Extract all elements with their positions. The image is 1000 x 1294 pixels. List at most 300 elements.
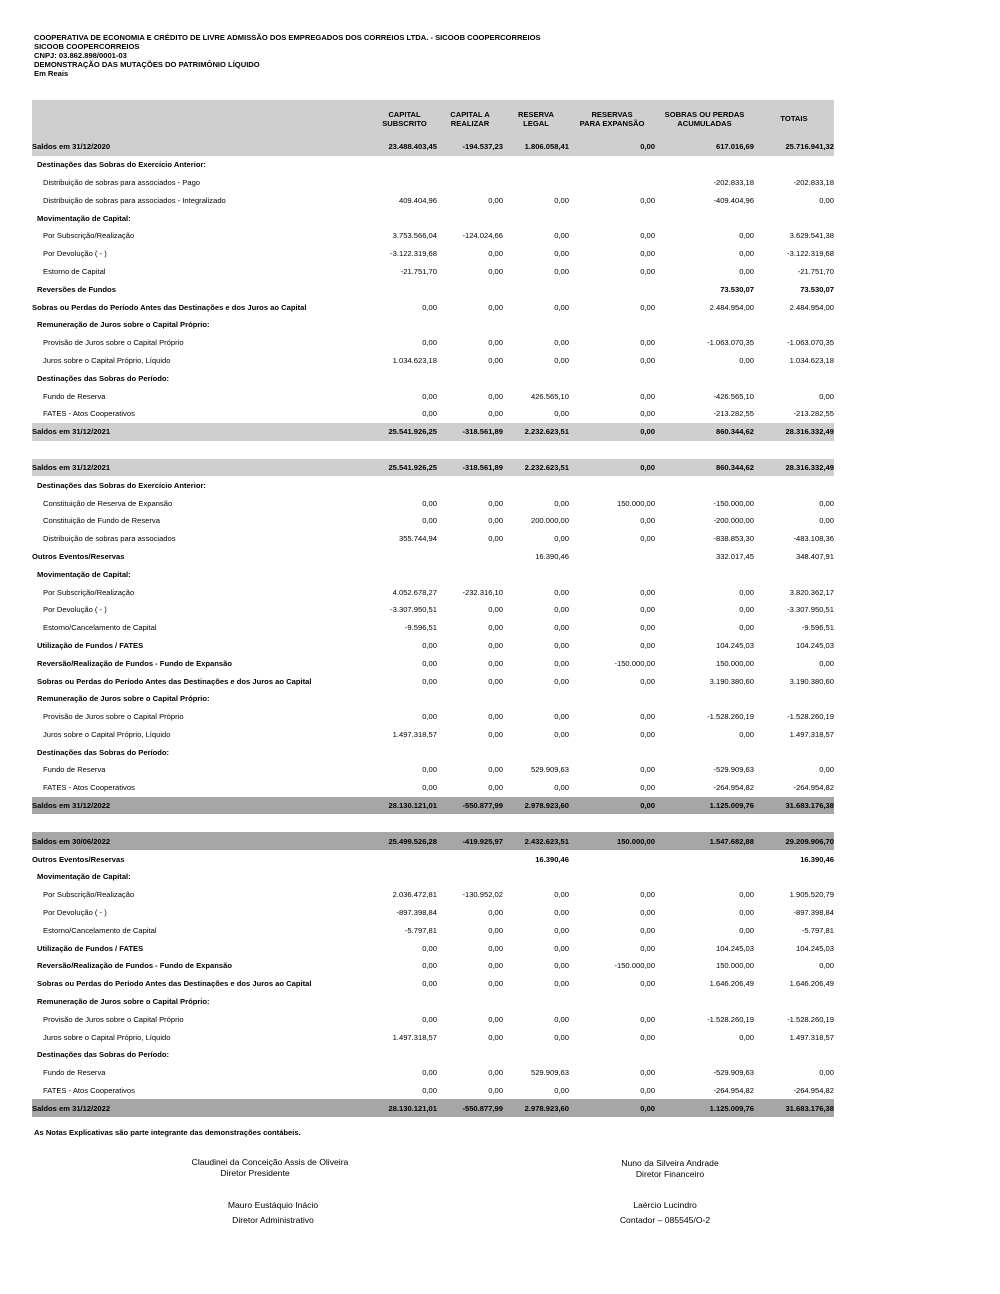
row-label: Por Subscrição/Realização [43, 231, 135, 241]
row-label: Saldos em 31/12/2022 [32, 801, 111, 811]
table-row [32, 369, 834, 387]
value-cell: 2.036.472,81 [392, 890, 437, 900]
value-cell: 0,00 [739, 623, 754, 633]
value-cell: -21.751,70 [400, 266, 437, 276]
value-cell: -426.565,10 [713, 391, 754, 401]
value-cell: -264.954,82 [793, 1086, 834, 1096]
signature-title: Diretor Presidente [220, 1167, 290, 1178]
table-row [32, 957, 834, 975]
row-label: Outros Eventos/Reservas [32, 551, 125, 561]
value-cell: 0,00 [422, 1068, 437, 1078]
row-label: Saldos em 31/12/2022 [32, 1103, 111, 1113]
value-cell: 1.125.009,76 [709, 801, 754, 811]
value-cell [437, 280, 503, 298]
table-row [32, 548, 834, 566]
value-cell: 25.499.526,28 [388, 836, 437, 846]
value-cell: 2.978.923,60 [524, 1103, 569, 1113]
value-cell: -130.952,02 [462, 890, 503, 900]
column-header: CAPITAL A REALIZAR [450, 109, 490, 128]
table-row [32, 156, 834, 174]
value-cell: 0,00 [640, 729, 655, 739]
value-cell [437, 369, 503, 387]
value-cell: 2.232.623,51 [524, 462, 569, 472]
value-cell: 0,00 [488, 961, 503, 971]
value-cell [569, 548, 655, 566]
value-cell: 0,00 [739, 266, 754, 276]
value-cell: -1.528.260,19 [787, 712, 834, 722]
value-cell [372, 280, 437, 298]
value-cell: 529.909,63 [530, 1068, 569, 1078]
table-row [32, 690, 834, 708]
value-cell: -1.528.260,19 [707, 712, 754, 722]
value-cell: 150.000,00 [616, 498, 655, 508]
value-cell: 0,00 [554, 231, 569, 241]
column-header-label [32, 100, 372, 138]
value-cell: 0,00 [488, 623, 503, 633]
value-cell [503, 993, 569, 1011]
value-cell [655, 156, 754, 174]
value-cell: 0,00 [488, 1032, 503, 1042]
table-row [32, 476, 834, 494]
company-cnpj: CNPJ: 03.862.898/0001-03 [34, 51, 127, 61]
value-cell [754, 743, 834, 761]
table-row [32, 227, 834, 245]
table-row [32, 334, 834, 352]
value-cell: 0,00 [488, 908, 503, 918]
value-cell: -5.797,81 [404, 925, 437, 935]
value-cell: 1.905.520,79 [789, 890, 834, 900]
value-cell [372, 565, 437, 583]
value-cell [437, 868, 503, 886]
value-cell: 0,00 [640, 1103, 655, 1113]
value-cell: 0,00 [640, 890, 655, 900]
value-cell [372, 690, 437, 708]
table-row [32, 512, 834, 530]
value-cell: 0,00 [640, 676, 655, 686]
value-cell: 0,00 [422, 961, 437, 971]
value-cell: -264.954,82 [713, 783, 754, 793]
table-row [32, 672, 834, 690]
value-cell: 0,00 [640, 1068, 655, 1078]
table-row [32, 779, 834, 797]
table-row [32, 280, 834, 298]
value-cell: 200.000,00 [530, 516, 569, 526]
row-label: Reversão/Realização de Fundos - Fundo de Expansão [37, 658, 232, 668]
column-header: CAPITAL SUBSCRITO [382, 109, 427, 128]
value-cell: 0,00 [488, 925, 503, 935]
value-cell [754, 316, 834, 334]
value-cell: 0,00 [640, 943, 655, 953]
value-cell [655, 369, 754, 387]
row-label: Saldos em 31/12/2020 [32, 142, 111, 152]
statement-title: DEMONSTRAÇÃO DAS MUTAÇÕES DO PATRIMÔNIO LÍQUIDO [34, 60, 260, 70]
value-cell: 0,00 [554, 1014, 569, 1024]
value-cell [503, 743, 569, 761]
signature-president [140, 1157, 400, 1178]
value-cell: -3.307.950,51 [390, 605, 437, 615]
value-cell [569, 690, 655, 708]
value-cell [655, 993, 754, 1011]
value-cell: 0,00 [640, 195, 655, 205]
value-cell: 3.820.362,17 [789, 587, 834, 597]
value-cell: 0,00 [554, 623, 569, 633]
value-cell: -897.398,84 [793, 908, 834, 918]
value-cell [372, 868, 437, 886]
value-cell: 0,00 [488, 605, 503, 615]
value-cell: -483.108,36 [793, 534, 834, 544]
value-cell [372, 548, 437, 566]
value-cell: 0,00 [554, 266, 569, 276]
value-cell: 0,00 [554, 605, 569, 615]
signature-accountant [535, 1200, 795, 1225]
value-cell [754, 993, 834, 1011]
value-cell: 31.683.176,38 [785, 1103, 834, 1113]
value-cell: 0,00 [422, 676, 437, 686]
value-cell: 0,00 [422, 302, 437, 312]
value-cell: -529.909,63 [713, 765, 754, 775]
company-name: COOPERATIVA DE ECONOMIA E CRÉDITO DE LIVRE ADMISSÃO DOS EMPREGADOS DOS CORREIOS LTDA. - SICOOB COOPERCORREIOS [34, 33, 541, 42]
value-cell: 0,00 [554, 1086, 569, 1096]
footer-note: As Notas Explicativas são parte integrante das demonstrações contábeis. [34, 1128, 301, 1137]
value-cell: 0,00 [554, 925, 569, 935]
value-cell: 0,00 [554, 943, 569, 953]
row-label: Destinações das Sobras do Exercício Anterior: [37, 480, 206, 490]
value-cell: 0,00 [554, 1032, 569, 1042]
table-row [32, 352, 834, 370]
row-label: Remuneração de Juros sobre o Capital Próprio: [37, 694, 210, 704]
value-cell: -21.751,70 [797, 266, 834, 276]
value-cell [437, 690, 503, 708]
table-row [32, 209, 834, 227]
value-cell: 0,00 [488, 498, 503, 508]
value-cell: 0,00 [422, 979, 437, 989]
value-cell: 0,00 [488, 534, 503, 544]
value-cell: -150.000,00 [614, 961, 655, 971]
value-cell: 3.190.380,60 [789, 676, 834, 686]
value-cell [372, 1046, 437, 1064]
value-cell [437, 548, 503, 566]
row-label: Sobras ou Perdas do Período Antes das Destinações e dos Juros ao Capital [37, 979, 312, 989]
value-cell: 0,00 [640, 979, 655, 989]
row-label: Destinações das Sobras do Exercício Anterior: [37, 160, 206, 170]
value-cell [503, 280, 569, 298]
table-row [32, 654, 834, 672]
value-cell: 150.000,00 [715, 658, 754, 668]
value-cell [569, 565, 655, 583]
table-row [32, 1064, 834, 1082]
table-row [32, 619, 834, 637]
value-cell: 355.744,94 [398, 534, 437, 544]
value-cell: 0,00 [488, 266, 503, 276]
row-label: Remuneração de Juros sobre o Capital Próprio: [37, 320, 210, 330]
value-cell: 28.130.121,01 [388, 801, 437, 811]
row-label: Estorno/Cancelamento de Capital [43, 623, 157, 633]
signature-name: Nuno da Silveira Andrade [621, 1158, 719, 1168]
value-cell: 0,00 [554, 498, 569, 508]
value-cell: 0,00 [488, 943, 503, 953]
value-cell [655, 1046, 754, 1064]
value-cell [754, 476, 834, 494]
value-cell: 3.753.566,04 [392, 231, 437, 241]
value-cell: 0,00 [739, 729, 754, 739]
value-cell [437, 316, 503, 334]
table-body [32, 138, 834, 1117]
balance-row [32, 459, 834, 477]
value-cell: 1.497.318,57 [789, 729, 834, 739]
value-cell [655, 868, 754, 886]
value-cell: -409.404,96 [713, 195, 754, 205]
value-cell: 0,00 [819, 516, 834, 526]
balance-row [32, 423, 834, 441]
value-cell: 104.245,03 [715, 943, 754, 953]
value-cell: 0,00 [554, 676, 569, 686]
value-cell: 0,00 [488, 516, 503, 526]
value-cell [503, 209, 569, 227]
row-label: Utilização de Fundos / FATES [37, 943, 144, 953]
table-row [32, 886, 834, 904]
table-row [32, 921, 834, 939]
value-cell: 1.497.318,57 [789, 1032, 834, 1042]
row-label: Estorno/Cancelamento de Capital [43, 925, 157, 935]
value-cell: 0,00 [640, 801, 655, 811]
value-cell: 0,00 [422, 783, 437, 793]
value-cell: 0,00 [554, 979, 569, 989]
value-cell: 0,00 [422, 658, 437, 668]
value-cell: 0,00 [640, 640, 655, 650]
table-row [32, 298, 834, 316]
value-cell: 3.629.541,38 [789, 231, 834, 241]
value-cell [503, 565, 569, 583]
value-cell: 1.034.623,18 [392, 355, 437, 365]
value-cell: 2.232.623,51 [524, 427, 569, 437]
signature-title: Diretor Administrativo [232, 1214, 314, 1225]
row-label: Outros Eventos/Reservas [32, 854, 125, 864]
value-cell: 0,00 [554, 783, 569, 793]
value-cell: 0,00 [488, 355, 503, 365]
value-cell: 0,00 [422, 516, 437, 526]
value-cell [569, 369, 655, 387]
value-cell: -150.000,00 [614, 658, 655, 668]
value-cell: 0,00 [739, 249, 754, 259]
value-cell: 0,00 [640, 908, 655, 918]
value-cell: 0,00 [488, 1068, 503, 1078]
signature-name: Laércio Lucindro [633, 1200, 697, 1210]
value-cell [372, 476, 437, 494]
value-cell: 0,00 [554, 338, 569, 348]
row-label: Reversão/Realização de Fundos - Fundo de Expansão [37, 961, 232, 971]
value-cell: 3.190.380,60 [709, 676, 754, 686]
value-cell: 2.978.923,60 [524, 801, 569, 811]
value-cell [503, 476, 569, 494]
row-label: Juros sobre o Capital Próprio, Líquido [43, 729, 171, 739]
value-cell: 0,00 [640, 1032, 655, 1042]
value-cell: 0,00 [640, 623, 655, 633]
value-cell: 0,00 [554, 587, 569, 597]
value-cell: 0,00 [819, 498, 834, 508]
value-cell: 0,00 [739, 925, 754, 935]
value-cell: -318.561,89 [462, 427, 503, 437]
row-label: FATES - Atos Cooperativos [43, 783, 135, 793]
value-cell [437, 993, 503, 1011]
value-cell: -213.282,55 [713, 409, 754, 419]
value-cell: 28.130.121,01 [388, 1103, 437, 1113]
value-cell: 529.909,63 [530, 765, 569, 775]
spacer-cell [32, 441, 834, 459]
value-cell: -419.925,97 [462, 836, 503, 846]
value-cell: 0,00 [488, 729, 503, 739]
value-cell: 0,00 [640, 427, 655, 437]
value-cell: -1.063.070,35 [787, 338, 834, 348]
row-label: Constituição de Fundo de Reserva [43, 516, 160, 526]
balance-row [32, 1099, 834, 1117]
value-cell: 1.125.009,76 [709, 1103, 754, 1113]
table-row [32, 1028, 834, 1046]
table-row [32, 637, 834, 655]
row-label: Distribuição de sobras para associados - Integralizado [43, 195, 226, 205]
row-label: Sobras ou Perdas do Período Antes das Destinações e dos Juros ao Capital [32, 302, 307, 312]
value-cell: 0,00 [488, 1014, 503, 1024]
row-label: Por Devolução ( - ) [43, 249, 107, 259]
value-cell: 0,00 [640, 302, 655, 312]
value-cell: -213.282,55 [793, 409, 834, 419]
value-cell: 28.316.332,49 [785, 427, 834, 437]
value-cell [372, 369, 437, 387]
value-cell: 0,00 [640, 355, 655, 365]
value-cell [569, 868, 655, 886]
table-row [32, 245, 834, 263]
signature-title: Diretor Financeiro [635, 1168, 705, 1179]
table-row [32, 939, 834, 957]
value-cell [569, 1046, 655, 1064]
value-cell: 348.407,91 [795, 551, 834, 561]
value-cell: 2.432.623,51 [524, 836, 569, 846]
value-cell: 150.000,00 [616, 836, 655, 846]
value-cell [503, 156, 569, 174]
value-cell: 0,00 [554, 729, 569, 739]
row-label: Provisão de Juros sobre o Capital Próprio [43, 338, 184, 348]
row-label: Destinações das Sobras do Período: [37, 1050, 170, 1060]
value-cell: 0,00 [819, 195, 834, 205]
column-header: RESERVA LEGAL [517, 109, 554, 128]
value-cell: 2.484.954,00 [789, 302, 834, 312]
value-cell [503, 174, 569, 192]
value-cell: 0,00 [554, 712, 569, 722]
value-cell [503, 369, 569, 387]
value-cell [655, 850, 754, 868]
row-label: Por Devolução ( - ) [43, 605, 107, 615]
table-row [32, 494, 834, 512]
value-cell: -897.398,84 [396, 908, 437, 918]
value-cell [569, 743, 655, 761]
signature-financial [540, 1158, 800, 1179]
value-cell: -3.307.950,51 [787, 605, 834, 615]
value-cell: -550.877,99 [462, 1103, 503, 1113]
row-label: Saldos em 31/12/2021 [32, 462, 111, 472]
table-row [32, 1010, 834, 1028]
table-row [32, 530, 834, 548]
value-cell: 0,00 [819, 391, 834, 401]
value-cell: 0,00 [640, 1086, 655, 1096]
column-header: TOTAIS [780, 114, 808, 124]
value-cell: -3.122.319,68 [787, 249, 834, 259]
value-cell: 0,00 [422, 409, 437, 419]
row-label: Por Devolução ( - ) [43, 908, 107, 918]
signature-title: Contador – 085545/O-2 [619, 1214, 711, 1225]
value-cell: 0,00 [422, 765, 437, 775]
row-label: Por Subscrição/Realização [43, 890, 135, 900]
value-cell: -1.528.260,19 [787, 1014, 834, 1024]
value-cell: 0,00 [488, 658, 503, 668]
value-cell: 0,00 [488, 765, 503, 775]
value-cell: 25.541.926,25 [388, 462, 437, 472]
value-cell: 0,00 [739, 355, 754, 365]
column-header: RESERVAS PARA EXPANSÃO [579, 109, 645, 128]
value-cell: -9.596,51 [404, 623, 437, 633]
table-row [32, 850, 834, 868]
row-label: Destinações das Sobras do Período: [37, 373, 170, 383]
value-cell: 426.565,10 [530, 391, 569, 401]
value-cell: 0,00 [640, 409, 655, 419]
value-cell: 16.390,46 [535, 551, 569, 561]
row-label: Remuneração de Juros sobre o Capital Próprio: [37, 997, 210, 1007]
value-cell: 0,00 [739, 231, 754, 241]
value-cell [437, 743, 503, 761]
value-cell [569, 316, 655, 334]
spacer-cell [32, 814, 834, 832]
value-cell: -200.000,00 [713, 516, 754, 526]
value-cell: -3.122.319,68 [390, 249, 437, 259]
value-cell [655, 209, 754, 227]
value-cell [372, 850, 437, 868]
value-cell [754, 690, 834, 708]
value-cell: 409.404,96 [398, 195, 437, 205]
value-cell: 29.209.906,70 [785, 836, 834, 846]
value-cell: 0,00 [422, 338, 437, 348]
value-cell: 1.034.623,18 [789, 355, 834, 365]
value-cell: 0,00 [554, 890, 569, 900]
value-cell [754, 1046, 834, 1064]
row-label: Saldos em 30/06/2022 [32, 836, 111, 846]
value-cell: 0,00 [819, 658, 834, 668]
table-header-row [32, 100, 834, 138]
value-cell: 0,00 [640, 712, 655, 722]
equity-changes-table [32, 100, 834, 1117]
balance-row [32, 138, 834, 156]
value-cell: 0,00 [422, 712, 437, 722]
value-cell: 16.390,46 [535, 854, 569, 864]
value-cell [437, 156, 503, 174]
value-cell [754, 369, 834, 387]
balance-row [32, 832, 834, 850]
value-cell: 0,00 [488, 783, 503, 793]
table-row [32, 316, 834, 334]
value-cell: 0,00 [819, 961, 834, 971]
value-cell: 860.344,62 [715, 427, 754, 437]
spacer-row [32, 441, 834, 459]
row-label: Estorno de Capital [43, 266, 106, 276]
value-cell: -5.797,81 [801, 925, 834, 935]
value-cell: 0,00 [554, 249, 569, 259]
value-cell [437, 850, 503, 868]
value-cell: 0,00 [640, 266, 655, 276]
value-cell: 0,00 [554, 409, 569, 419]
value-cell: 0,00 [422, 391, 437, 401]
row-label: Provisão de Juros sobre o Capital Próprio [43, 712, 184, 722]
value-cell: 0,00 [422, 640, 437, 650]
row-label: Destinações das Sobras do Período: [37, 747, 170, 757]
row-label: Provisão de Juros sobre o Capital Próprio [43, 1014, 184, 1024]
value-cell: 0,00 [739, 908, 754, 918]
